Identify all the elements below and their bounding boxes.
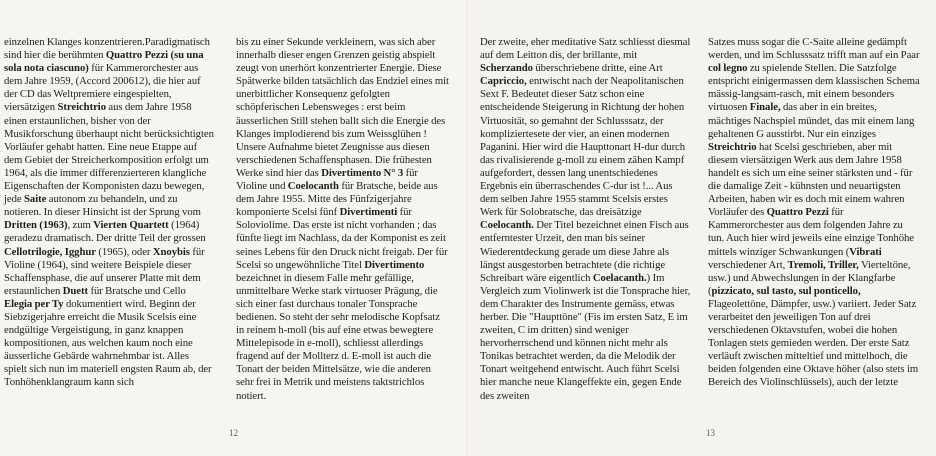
bold-term: Quattro Pezzi	[766, 206, 829, 219]
bold-term: pizzicato, sul tasto, sul ponticello,	[711, 284, 861, 297]
body-paragraph	[236, 36, 450, 403]
bold-term: Dritten (1963)	[4, 219, 68, 232]
text-run: für Bratsche, beide aus dem Jahre 1955. Mitte des Fünfzigerjahre komponierte Scelsi fünf	[236, 180, 438, 219]
bold-term: Capriccio,	[480, 75, 527, 88]
bold-term: Streichtrio	[708, 140, 757, 153]
bold-term: Duett	[62, 284, 89, 297]
bold-term: Quattro Pezzi (su una sola nota ciascuno)	[4, 49, 204, 75]
bold-term: Elegia per Ty	[4, 297, 64, 310]
text-run: für Violine und	[236, 166, 418, 193]
body-paragraph	[4, 36, 214, 390]
text-run: bezeichnet in diesem Falle mehr gefällige, unmittelbare Werke stark virtuoser Prägung, die sich einer fast durchaus tonaler Tonsprache bedienen. So steht der sehr melodische Kopfsatz in reinem h-moll (bis auf eine etwas bewegtere Mittelepisode in e-moll), schliesst allerdings fragend auf der Mollterz d. E-moll ist auch die Tonart der beiden Mittelsätze, wie die anderen sehr frei in Metrik und meistens taktstrichlos notiert.	[236, 271, 440, 402]
text-run: für Kammerorchester aus dem folgenden Jahre zu tun. Auch hier wird jeweils eine einzige Tonhöhe mittels winziger Schwankungen (	[708, 206, 914, 258]
bold-term: Coelacanth.	[592, 271, 647, 284]
bold-term: Divertimenti	[339, 206, 398, 219]
bold-term: Saite	[24, 193, 47, 206]
text-run: Vierteltöne, usw.) und Abwechslungen in der Klangfarbe (	[708, 258, 911, 297]
text-run: Paradigmatisch sind hier die berühmten	[4, 36, 210, 62]
text-run: Flageolettöne, Dämpfer, usw.) variiert. Jeder Satz verarbeitet den jeweiligen Ton auf drei verschiedenen Oktavstufen, wobei die hohen Tonlagen stets gemieden werden. Der erste Satz verläuft zwischen mitteltief und mittelhoch, die beiden folgenden eine Oktave höher (also stets im Bereich des Violinschlüssels), auch der letzte	[708, 297, 919, 389]
right-page-column-2	[708, 36, 920, 390]
bold-term: Scherzando	[480, 62, 533, 75]
right-page	[468, 0, 936, 456]
text-run: verschiedener Art,	[708, 258, 788, 271]
text-run: einzelnen Klanges konzentrieren.	[4, 36, 145, 48]
body-paragraph	[480, 36, 692, 403]
bold-term: Divertimento	[364, 258, 425, 271]
bold-term: Vierten Quartett	[93, 219, 169, 232]
bold-term: Finale,	[749, 101, 781, 114]
page-number-right: 13	[706, 428, 715, 438]
text-run: entwischt nach der Neapolitanischen Sext F. Bedeutet dieser Satz schon eine entscheidende Steigerung in Richtung der hohen Virtuosität, so gemahnt der Schlusssatz, der kompliziertesete der vier, an einen modernen Paganini. Hier wird die Haupttonart H-dur durch das rivalisierende g-moll zu einem zähen Kampf aufgefordert, dessen lang unentschiedenes Ergebnis ein überraschendes C-dur ist !... Aus dem selben Jahre 1955 stammt Scelsis erstes Werk für Solobratsche, das dreisätzige	[480, 75, 686, 219]
text-run: , zum	[67, 219, 94, 232]
text-run: Satzes muss sogar die C-Saite alleine gedämpft werden, und im Schlusssatz trifft man auf ein Paar	[708, 36, 920, 62]
bold-term: Vibrati	[849, 245, 882, 258]
bold-term: Tremoli, Triller,	[787, 258, 859, 271]
text-run: (1964) geradezu dramatisch. Der dritte Teil der grossen	[4, 219, 206, 245]
text-run: bis zu einer Sekunde verkleinern, was sich aber innerhalb dieser engen Grenzen geistig abspielt zeugt von unerhört konzentrierter Energie. Diese Spätwerke bilden tatsächlich das Endziel eines mit unerbittlicher Konsequenz gefolgten schöpferischen Lebensweges : erst beim äusserlichen Still stehen ballt sich die Energie des Klanges implodierend bis zum Weissglühen ! Unsere Aufnahme bietet Zeugnisse aus diesen verschiedenen Schaffensphasen. Die frühesten Werke sind hier das	[236, 36, 449, 179]
text-run: überschriebene dritte, eine Art	[532, 62, 663, 75]
text-run: Der Titel bezeichnet einen Fisch aus entferntester Urzeit, den man bis seiner Wiederentdeckung gerade um diese Jahre als längst ausgestorben betrachtete (die richtige Schreibart wäre eigentlich	[480, 219, 689, 284]
text-run: ) Im Vergleich zum Violinwerk ist die Tonsprache hier, dem Charakter des Instrumente gemäss, etwas herber. Die "Haupttöne" (Fis im ersten Satz, E im zweiten, C im dritten) sind weniger hervorherrschend und können nicht mehr als Tonikas betrachtet werden, da die Melodik der Tonart weitgehend entwischt. Auch führt Scelsi hier manche neue Klangeffekte ein, gegen Ende des zweiten	[480, 271, 691, 402]
text-run: zu spielende Stellen. Die Satzfolge entspricht einigermassen dem klassischen Schema mässig-langsam-rasch, mit einem besonders virtuosen	[708, 62, 920, 114]
left-page-column-1	[4, 36, 214, 390]
bold-term: Divertimento N° 3	[321, 166, 404, 179]
text-run: für Kammerorchester aus dem Jahre 1959, (Accord 200612), die hier auf der CD das Weltpremiere eingespielten, viersätzigen	[4, 62, 201, 114]
text-run: Der zweite, eher meditative Satz schliesst diesmal auf dem Leitton dis, der brillante, mit	[480, 36, 691, 62]
bold-term: Coelocanth	[287, 180, 339, 193]
left-page-column-2	[236, 36, 450, 403]
text-run: aus dem Jahre 1958 einen erstaunlichen, bisher von der Musikforschung überhaupt nicht berücksichtigten Vorläufer gehabt hatten. Eine neue Etappe auf dem Gebiet der Streicherkomposition erfolgt um 1964, als die immer differenzierteren klangliche Eigenschaften der Komponisten dazu bewegen, jede	[4, 101, 214, 206]
text-run: für Soloviolime. Das erste ist nicht vorhanden ; das fünfte liegt im Nachlass, da der Komponist es zeit seines Lebens für den Druck nicht freigab. Der für Scelsi so ungewöhnliche Titel	[236, 206, 448, 271]
text-run: das aber in ein breites, mächtiges Nachspiel mündet, das mit einem lang gehaltenen G ausstirbt. Nur ein einziges	[708, 101, 915, 140]
bold-term: col legno	[708, 62, 748, 75]
page-number-left: 12	[229, 428, 238, 438]
text-run: für Bratsche und Cello	[88, 284, 186, 297]
text-run: für Violine (1964), sind weitere Beispiele dieser Schaffensphase, die auf unserer Platte mit dem erstaunlichen	[4, 245, 205, 297]
text-run: dokumentiert wird. Beginn der Siebzigerjahre erreicht die Musik Scelsis eine endgültige Vergeistigung, in ganz knappen kompositionen, aus welchen kaum noch eine äusserliche Gebärde wahrnehmbar ist. Alles spielt sich nun im materiell engsten Raum ab, der Tonhöhenklangraum kann sich	[4, 297, 212, 389]
bold-term: Cellotrilogie, Igghur	[4, 245, 96, 258]
text-run: hat Scelsi geschrieben, aber mit diesem viersätzigen Werk aus dem Jahre 1958 handelt es sich um eine seiner stärksten und - für die damalige Zeit - kühnsten und neuartigsten Arbeiten, haben wir es doch mit einem wahren Vorläufer des	[708, 140, 913, 219]
right-page-column-1	[480, 36, 692, 403]
bold-term: Coelocanth.	[480, 219, 534, 232]
bold-term: Xnoybis	[152, 245, 190, 258]
text-run: autonom zu behandeln, und zu notieren. In dieser Hinsicht ist der Sprung vom	[4, 193, 201, 219]
bold-term: Streichtrio	[57, 101, 106, 114]
body-paragraph	[708, 36, 920, 390]
text-run: (1965), oder	[95, 245, 153, 258]
